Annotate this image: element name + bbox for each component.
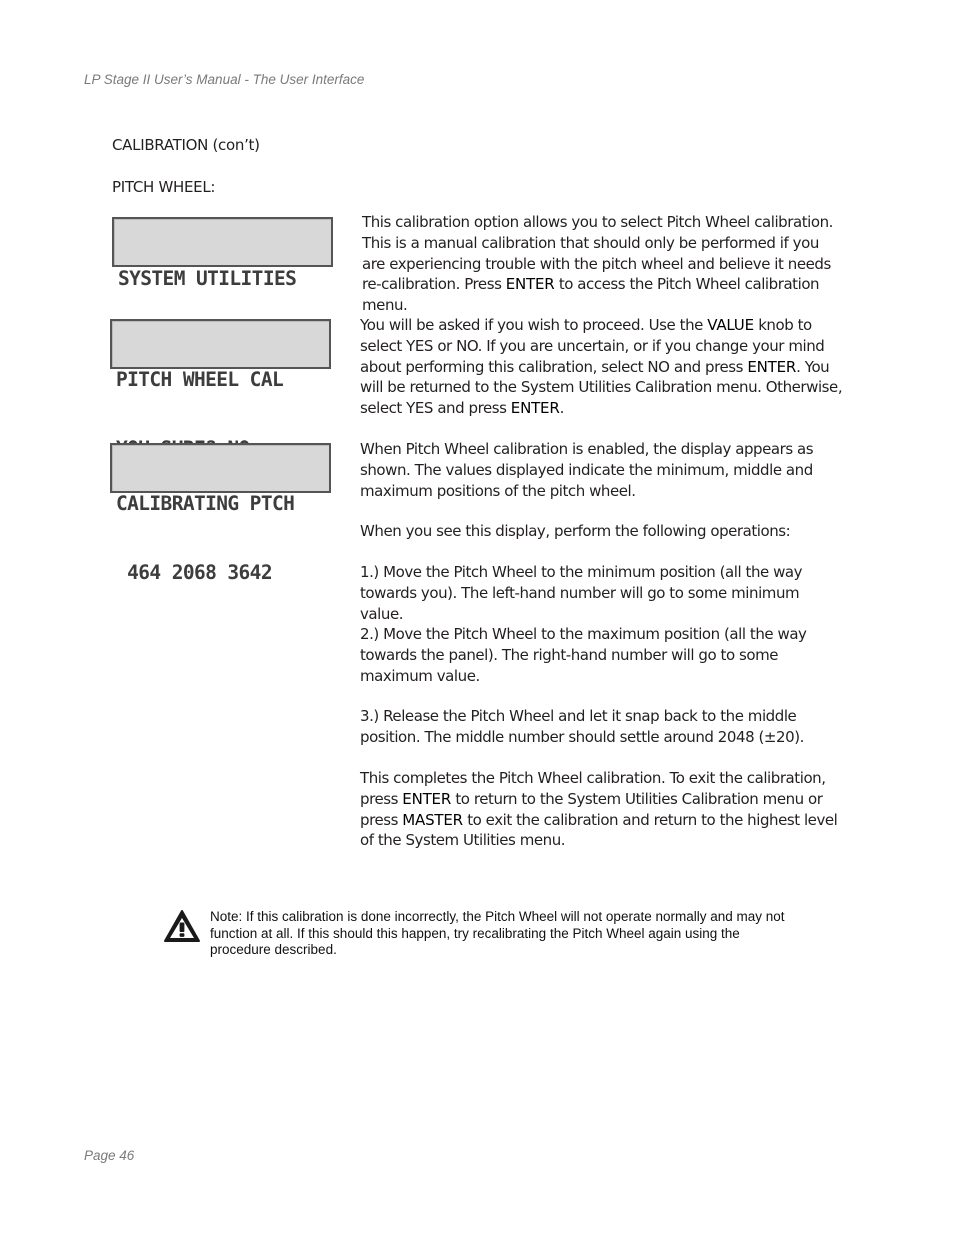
key-enter: ENTER xyxy=(747,357,797,376)
paragraph-text: This calibration option allows you to select Pitch Wheel calibration. This is a manual calibration that should only be performed if you are experiencing trouble with the pitch wheel and believe it needs re-calibration. Press xyxy=(362,213,833,294)
running-header: LP Stage II User’s Manual - The User Interface xyxy=(84,72,365,87)
paragraph-confirm xyxy=(360,315,846,419)
lcd-display-system-utilities xyxy=(112,217,333,290)
paragraph-text: You will be asked if you wish to proceed. Use the xyxy=(360,316,708,334)
warning-note: Note: If this calibration is done incorrectly, the Pitch Wheel will not operate normally and may not function at all. If this should this happen, try recalibrating the Pitch Wheel again using the procedure described. xyxy=(210,909,785,958)
paragraph-text: . You will be returned to the System Utilities Calibration menu. Otherwise, select YES and press xyxy=(360,357,843,418)
step-2: 2.) Move the Pitch Wheel to the maximum position (all the way towards the panel). The right-hand number will go to some maximum value. xyxy=(360,625,807,685)
lcd-display-pitch-wheel-cal xyxy=(110,319,331,391)
key-enter: ENTER xyxy=(402,789,452,808)
paragraph-text: knob to select YES or NO. If you are uncertain, or if you change your mind about performing this calibration, select NO and press xyxy=(360,316,825,376)
lcd-line-2: 464 2068 3642 xyxy=(116,561,272,584)
paragraph-operations-intro: When you see this display, perform the following operations: xyxy=(360,522,791,540)
step-1: 1.) Move the Pitch Wheel to the minimum position (all the way towards you). The left-hand number will go to some minimum value. xyxy=(360,563,803,623)
key-enter: ENTER xyxy=(510,399,560,418)
lcd-line-1: SYSTEM UTILITIES xyxy=(118,267,297,290)
paragraph-display-info: When Pitch Wheel calibration is enabled, the display appears as shown. The values displayed indicate the minimum, middle and maximum positions of the pitch wheel. xyxy=(360,440,814,500)
key-master: MASTER xyxy=(402,810,463,829)
lcd-line-1: PITCH WHEEL CAL xyxy=(116,368,284,391)
paragraph-intro xyxy=(362,212,842,316)
paragraph-text: . xyxy=(559,399,564,418)
lcd-line-1: CALIBRATING PTCH xyxy=(116,492,295,515)
section-title: CALIBRATION (con’t) xyxy=(112,136,260,154)
step-3: 3.) Release the Pitch Wheel and let it snap back to the middle position. The middle number should settle around 2048 (±20). xyxy=(360,707,804,746)
paragraph-completion xyxy=(360,768,850,851)
warning-triangle-icon xyxy=(163,909,201,943)
key-enter: ENTER xyxy=(505,275,555,294)
key-value: VALUE xyxy=(707,316,754,334)
paragraph-text: to access the Pitch Wheel calibration menu. xyxy=(362,275,820,315)
page-number: Page 46 xyxy=(84,1148,135,1163)
subsection-title: PITCH WHEEL: xyxy=(112,178,216,196)
paragraph-text: to exit the calibration and return to the highest level of the System Utilities menu. xyxy=(360,810,838,850)
paragraph-text: to return to the System Utilities Calibration menu or press xyxy=(360,789,823,829)
lcd-display-calibrating-pitch xyxy=(110,443,331,584)
paragraph-text: This completes the Pitch Wheel calibration. To exit the calibration, press xyxy=(360,769,826,808)
